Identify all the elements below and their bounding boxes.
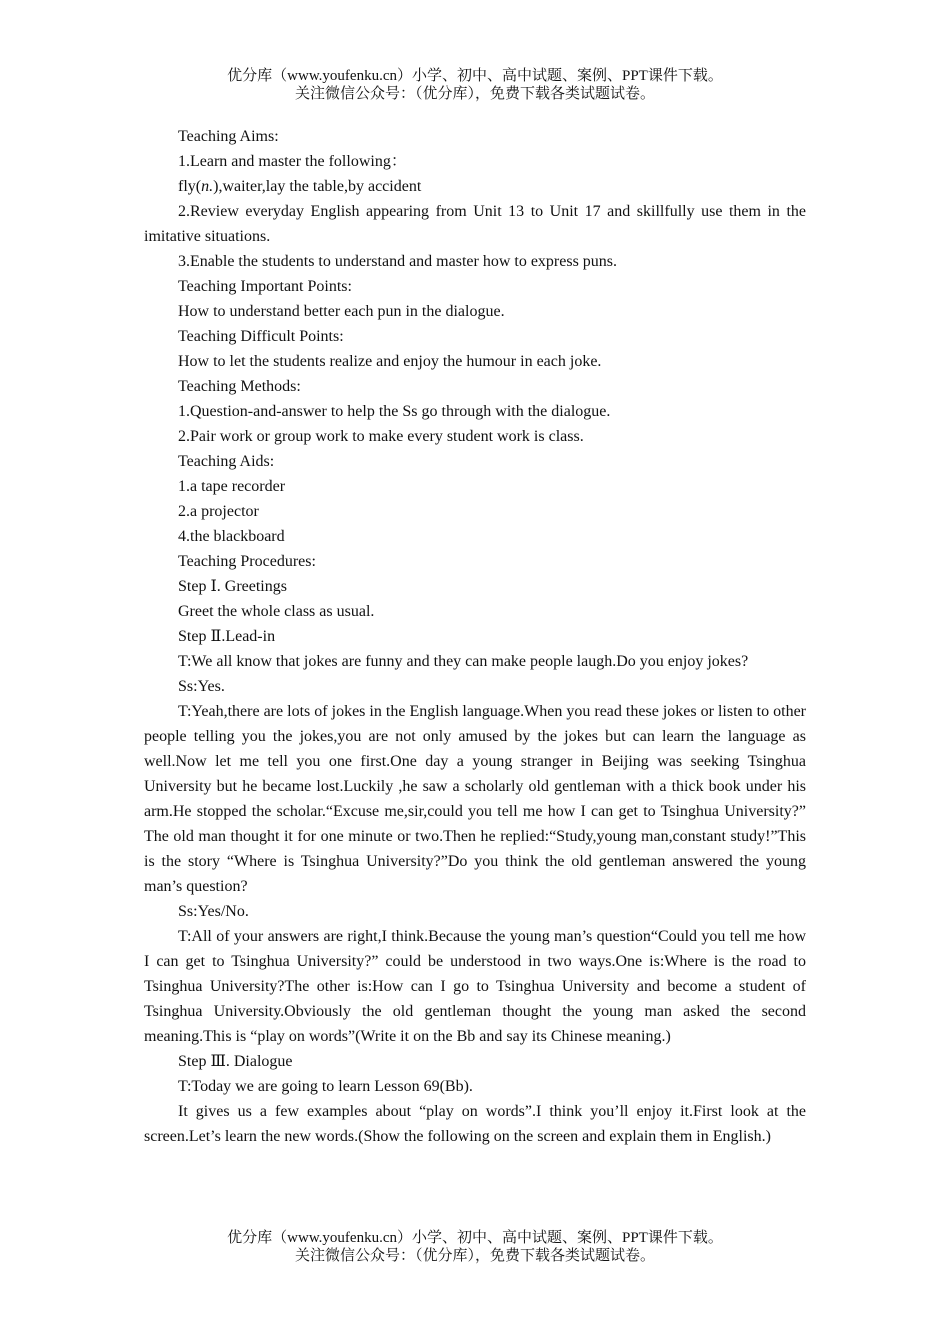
method-1: 1.Question-and-answer to help the Ss go through with the dialogue.	[178, 403, 611, 420]
vocab-list	[144, 174, 806, 199]
step-1-text: Greet the whole class as usual.	[178, 603, 375, 620]
important-heading: Teaching Important Points:	[178, 278, 352, 295]
method-2: 2.Pair work or group work to make every student work is class.	[178, 428, 584, 445]
aims-heading: Teaching Aims:	[178, 128, 279, 145]
vocab-post: ),waiter,lay the table,by accident	[213, 178, 422, 195]
students-line-2: Ss:Yes/No.	[178, 903, 249, 920]
methods-heading: Teaching Methods:	[178, 378, 301, 395]
teacher-line-2: T:Yeah,there are lots of jokes in the English language.When you read these jokes or listen to other people telling you the jokes,you are not only amused by the jokes but can learn the language as well.Now let me tell you one first.One day a young stranger in Beijing was seeking Tsinghua University but he became lost.Luckily ,he saw a scholarly old gentleman with a thick book under his arm.He stopped the scholar.“Excuse me,sir,could you tell me how I can get to Tsinghua University?” The old man thought it for one minute or two.Then he replied:“Study,young man,constant study!”This is the story “Where is Tsinghua University?”Do you think the old gentleman answered the young man’s question?	[144, 703, 806, 895]
header-line-1: 优分库（www.youfenku.cn）小学、初中、高中试题、案例、PPT课件下载。	[227, 68, 723, 84]
procedures-heading: Teaching Procedures:	[178, 553, 316, 570]
aim-3: 3.Enable the students to understand and master how to express puns.	[178, 253, 618, 270]
teacher-line-3: T:All of your answers are right,I think.Because the young man’s question“Could you tell me how I can get to Tsinghua University?” could be understood in two ways.One is:Where is the road to Tsinghua University?The other is:How can I go to Tsinghua University and become a student of Tsinghua University.Obviously the old gentleman thought the young man asked the second meaning.This is “play on words”(Write it on the Bb and say its Chinese meaning.)	[144, 928, 806, 1045]
vocab-pos: n.	[201, 178, 214, 195]
aid-3: 4.the blackboard	[178, 528, 285, 545]
vocab-pre: fly(	[178, 178, 202, 195]
difficult-text: How to let the students realize and enjoy the humour in each joke.	[178, 353, 602, 370]
page-header	[0, 67, 950, 103]
step-3-heading: Step Ⅲ. Dialogue	[178, 1053, 293, 1070]
footer-line-2: 关注微信公众号：（优分库），免费下载各类试题试卷。	[294, 1248, 655, 1264]
students-line-1: Ss:Yes.	[178, 678, 225, 695]
aids-heading: Teaching Aids:	[178, 453, 275, 470]
aim-2: 2.Review everyday English appearing from Unit 13 to Unit 17 and skillfully use them in the imitative situations.	[144, 203, 806, 245]
step-1-heading: Step Ⅰ. Greetings	[178, 578, 287, 595]
aim-1: 1.Learn and master the following：	[178, 153, 407, 170]
aid-1: 1.a tape recorder	[178, 478, 286, 495]
document-body	[144, 124, 806, 1149]
difficult-heading: Teaching Difficult Points:	[178, 328, 344, 345]
header-line-2: 关注微信公众号：（优分库），免费下载各类试题试卷。	[294, 86, 655, 102]
teacher-line-4: T:Today we are going to learn Lesson 69(Bb).	[178, 1078, 473, 1095]
footer-line-1: 优分库（www.youfenku.cn）小学、初中、高中试题、案例、PPT课件下载。	[227, 1230, 723, 1246]
teacher-line-5: It gives us a few examples about “play on words”.I think you’ll enjoy it.First look at the screen.Let’s learn the new words.(Show the following on the screen and explain them in English.)	[144, 1103, 806, 1145]
teacher-line-1: T:We all know that jokes are funny and they can make people laugh.Do you enjoy jokes?	[178, 653, 749, 670]
important-text: How to understand better each pun in the dialogue.	[178, 303, 505, 320]
aid-2: 2.a projector	[178, 503, 259, 520]
step-2-heading: Step Ⅱ.Lead-in	[178, 628, 276, 645]
page-footer	[0, 1229, 950, 1265]
